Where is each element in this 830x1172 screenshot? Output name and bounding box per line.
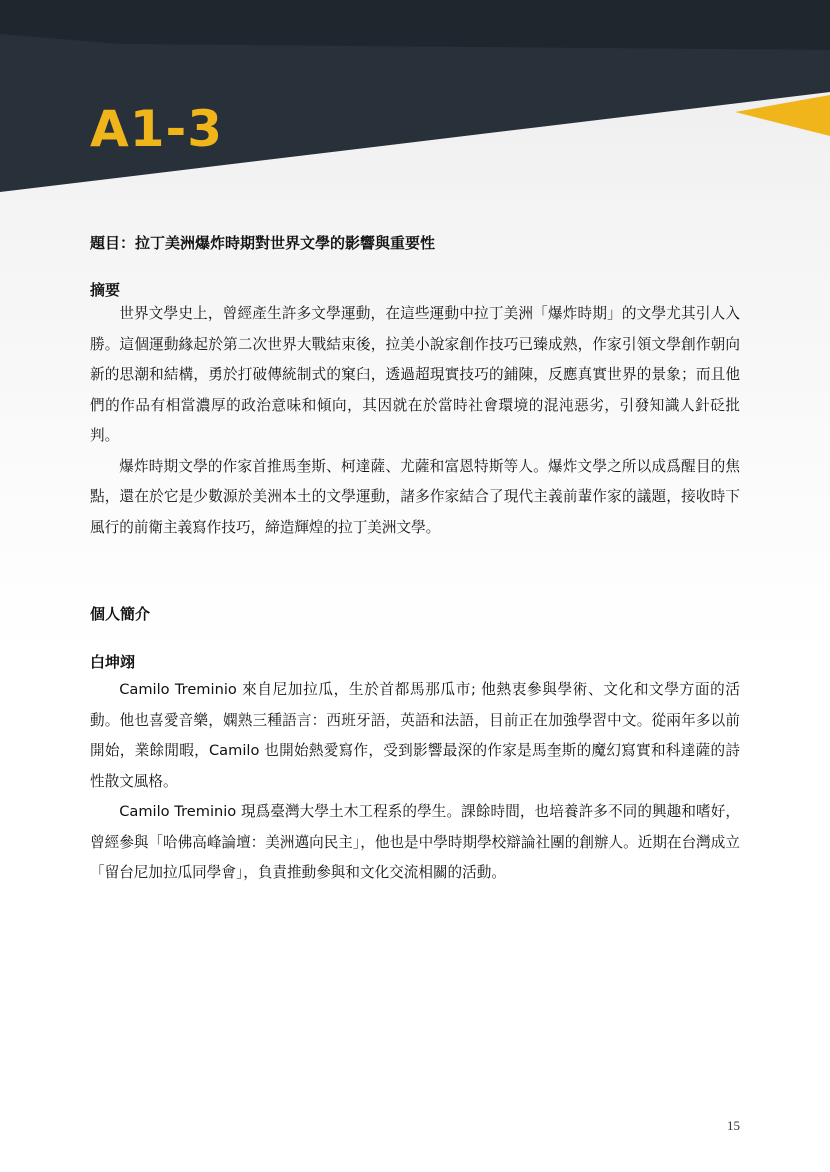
paper-title: 題目：拉丁美洲爆炸時期對世界文學的影響與重要性 (90, 234, 436, 252)
profile-paragraph: Camilo Treminio 來自尼加拉瓜，生於首都馬那瓜市; 他熱衷參與學術、文化和文學方面的活動。他也喜愛音樂，嫻熟三種語言：西班牙語，英語和法語，目前正在加強學習中文。從兩年多以前開始，業餘閒暇，Camilo 也開始熱愛寫作，受到影響最深的作家是馬奎斯的魔幻寫實和科達薩的詩性散文風格。 (90, 681, 740, 790)
abstract-paragraph: 爆炸時期文學的作家首推馬奎斯、柯達薩、尤薩和富恩特斯等人。爆炸文學之所以成爲醒目的焦點，還在於它是少數源於美洲本土的文學運動，諸多作家結合了現代主義前輩作家的議題，接收時下風行的前衛主義寫作技巧，締造輝煌的拉丁美洲文學。 (90, 457, 740, 536)
section-label: A1-3 (90, 100, 224, 158)
abstract-body (90, 299, 740, 543)
abstract-heading: 摘要 (90, 281, 121, 299)
profile-body (90, 675, 740, 889)
author-name: 白坤翊 (90, 653, 136, 671)
page-number: 15 (727, 1118, 740, 1133)
header-banner-shadow-band (0, 0, 830, 50)
profile-paragraph: Camilo Treminio 現爲臺灣大學土木工程系的學生。課餘時間，也培養許多不同的興趣和嗜好，曾經參與「哈佛高峰論壇：美洲邁向民主」，他也是中學時期學校辯論社團的創辦人。近期在台灣成立「留台尼加拉瓜同學會」，負責推動參與和文化交流相關的活動。 (90, 803, 740, 881)
profile-heading: 個人簡介 (90, 605, 151, 623)
abstract-paragraph: 世界文學史上，曾經產生許多文學運動，在這些運動中拉丁美洲「爆炸時期」的文學尤其引人入勝。這個運動緣起於第二次世界大戰結束後，拉美小說家創作技巧已臻成熟，作家引領文學創作朝向新的思潮和結構，勇於打破傳統制式的窠臼，透過超現實技巧的鋪陳，反應真實世界的景象；而且他們的作品有相當濃厚的政治意味和傾向，其因就在於當時社會環境的混沌惡劣，引發知識人針砭批判。 (90, 305, 740, 444)
